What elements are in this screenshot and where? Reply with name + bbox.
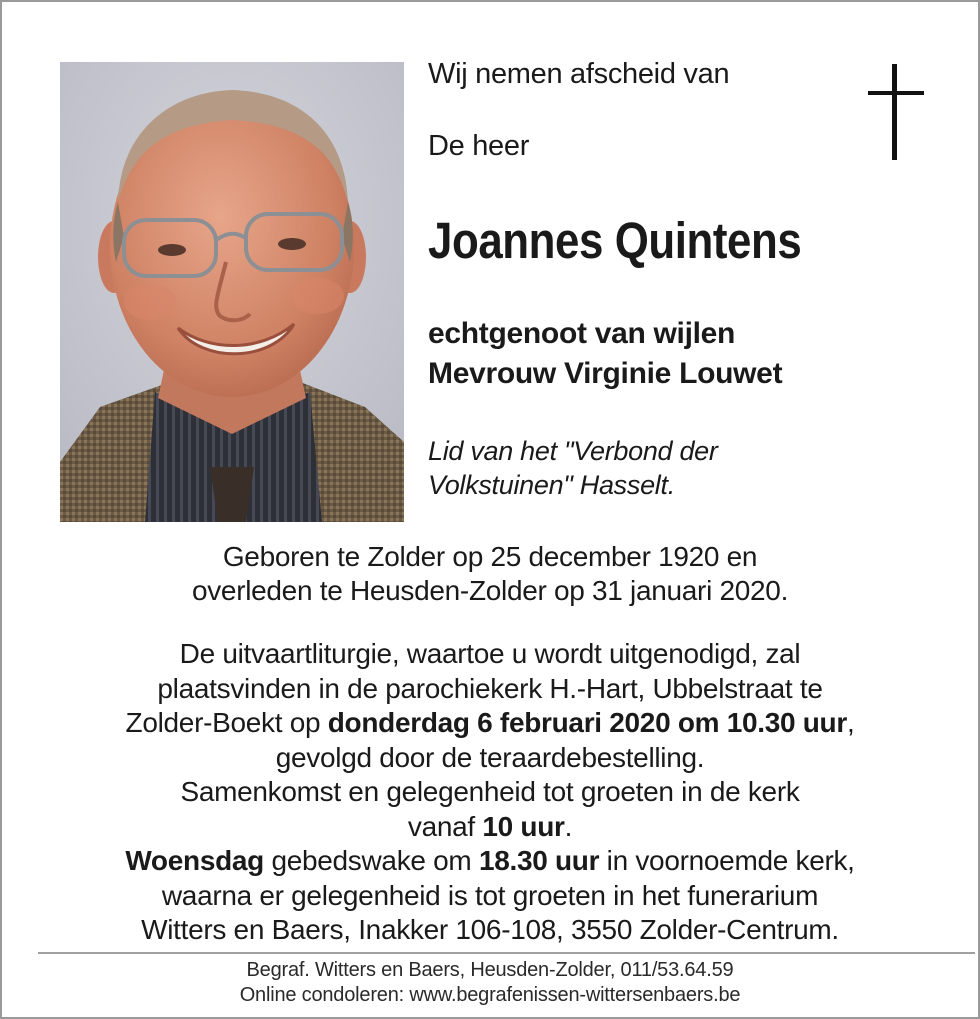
ceremony-place-text: Zolder-Boekt op: [125, 707, 328, 738]
footer: [2, 958, 978, 1008]
vigil-time: 18.30 uur: [478, 845, 600, 876]
membership-line-1: Lid van het "Verbond der: [428, 436, 718, 466]
portrait-photo: [60, 62, 404, 522]
ceremony-line-5: Samenkomst en gelegenheid tot groeten in de kerk: [180, 776, 800, 807]
death-line: overleden te Heusden-Zolder op 31 januari 2020.: [191, 575, 789, 606]
ceremony-datetime: donderdag 6 februari 2020 om 10.30 uur: [327, 707, 847, 738]
membership-line-2: Volkstuinen" Hasselt.: [428, 470, 675, 500]
gathering-period: .: [564, 810, 573, 842]
spouse-line-2: Mevrouw Virginie Louwet: [428, 357, 783, 390]
divider: [38, 952, 975, 954]
ceremony-line-7: [2, 844, 978, 879]
portrait-illustration: [60, 62, 404, 522]
birth-death-info: [2, 540, 978, 608]
ceremony-comma: ,: [846, 707, 855, 738]
vigil-day: Woensdag: [125, 845, 264, 876]
funeral-home-line: Begraf. Witters en Baers, Heusden-Zolder, 011/53.64.59: [246, 959, 734, 981]
ceremony-line-2: plaatsvinden in de parochiekerk H.-Hart, Ubbelstraat te: [157, 672, 823, 704]
online-condolence-link[interactable]: Online condoleren: www.begrafenissen-wittersenbaers.be: [239, 984, 741, 1006]
gathering-prefix: vanaf: [407, 810, 483, 842]
spouse-line-1: echtgenoot van wijlen: [428, 317, 736, 350]
ceremony-line-4: gevolgd door de teraardebestelling.: [275, 741, 705, 773]
ceremony-line-1: De uitvaartliturgie, waartoe u wordt uitgenodigd, zal: [179, 638, 801, 669]
ceremony-info: [2, 637, 978, 948]
ceremony-line-8: waarna er gelegenheid is tot groeten in het funerarium: [161, 879, 819, 911]
vigil-location: in voornoemde kerk,: [599, 845, 855, 876]
membership-info: [428, 434, 718, 502]
deceased-name: Joannes Quintens: [428, 212, 802, 269]
intro-text: Wij nemen afscheid van: [428, 58, 730, 90]
ceremony-line-3: [2, 706, 978, 741]
vigil-text: gebedswake om: [263, 845, 479, 876]
birth-line: Geboren te Zolder op 25 december 1920 en: [222, 541, 758, 572]
salutation-text: De heer: [428, 130, 530, 162]
spouse-info: [428, 314, 782, 394]
gathering-time: 10 uur: [482, 810, 565, 842]
ceremony-line-9: Witters en Baers, Inakker 106-108, 3550 Zolder-Centrum.: [141, 914, 839, 945]
cross-icon: [868, 64, 924, 160]
ceremony-line-6: [2, 810, 978, 845]
